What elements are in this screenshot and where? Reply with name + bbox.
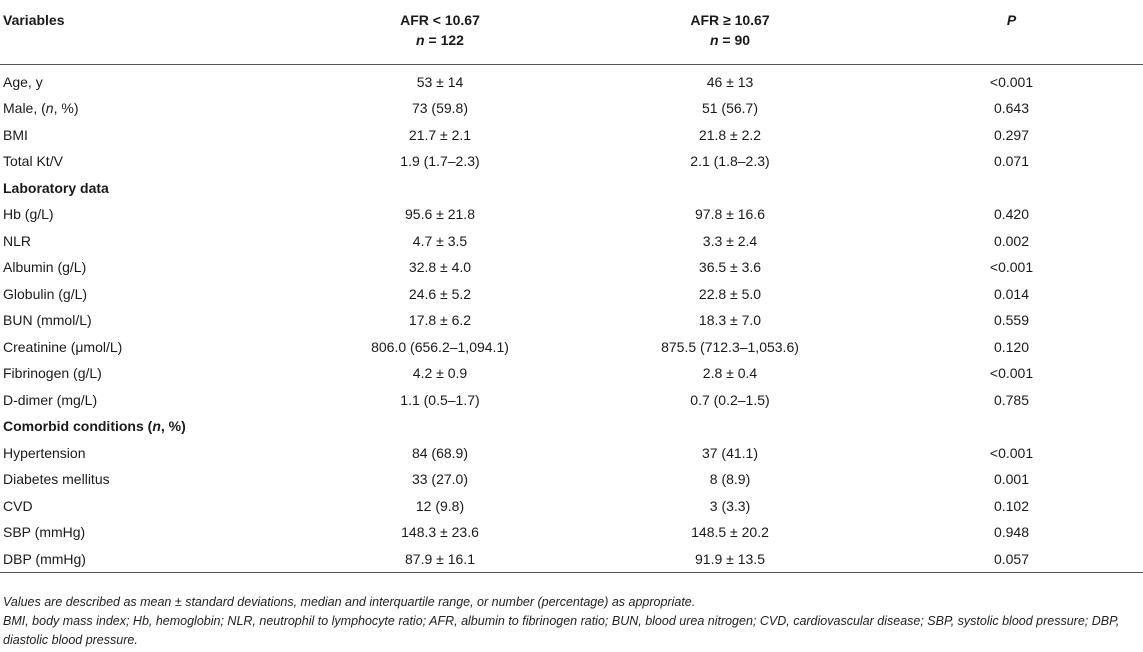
- cell-group-high: 37 (41.1): [701, 444, 759, 461]
- row-label: Diabetes mellitus: [3, 471, 110, 487]
- row-label: DBP (mmHg): [0, 546, 300, 573]
- cell-group-low: 1.9 (1.7–2.3): [400, 153, 480, 169]
- cell-group-low: 33 (27.0): [411, 471, 469, 487]
- n-value: = 90: [718, 32, 751, 48]
- cell-p-value: <0.001: [989, 259, 1034, 275]
- cell-group-high: 2.1 (1.8–2.3): [690, 153, 770, 169]
- cell-p-value: 0.948: [993, 524, 1030, 540]
- row-label: Fibrinogen (g/L): [3, 365, 102, 381]
- cell-p-value: 0.102: [993, 497, 1030, 514]
- row-label: [0, 95, 300, 122]
- row-label: SBP (mmHg): [3, 524, 86, 540]
- header-group-high-n: [581, 30, 879, 50]
- row-label-part: Male, (: [3, 100, 46, 116]
- table-row: [0, 466, 1143, 493]
- row-label-part: n: [45, 100, 54, 116]
- footnote-abbreviations: BMI, body mass index; Hb, hemoglobin; NLR, neutrophil to lymphocyte ratio; AFR, albumin to fibrinogen ratio; BUN, blood urea nitrogen; CVD, cardiovascular disease; SBP, systolic blood pressure; DBP, diastolic blood pressure.: [3, 614, 1120, 647]
- cell-group-high: 22.8 ± 5.0: [698, 285, 762, 302]
- footnote-values: Values are described as mean ± standard deviations, median and interquartile range, or number (percentage) as appropriate.: [3, 595, 696, 609]
- n-value: = 122: [424, 32, 464, 48]
- cell-p-value: 0.001: [993, 471, 1030, 487]
- cell-group-high: 2.8 ± 0.4: [702, 365, 758, 381]
- cell-group-high: 97.8 ± 16.6: [695, 206, 765, 222]
- n-label: n: [416, 32, 425, 48]
- row-label: Creatinine (μmol/L): [3, 338, 123, 355]
- section-header: Laboratory data: [3, 179, 109, 196]
- cell-group-high: 3.3 ± 2.4: [702, 232, 758, 249]
- table-row: [0, 360, 1143, 387]
- cell-p-value: 0.071: [993, 153, 1030, 169]
- cell-group-low: 21.7 ± 2.1: [408, 126, 472, 143]
- cell-group-low: 17.8 ± 6.2: [408, 312, 472, 328]
- cell-p-value: 0.002: [993, 232, 1030, 249]
- header-group-low-n: [301, 30, 579, 50]
- cell-group-low: 4.7 ± 3.5: [412, 232, 468, 249]
- header-variables: Variables: [0, 0, 300, 64]
- cell-group-low: 32.8 ± 4.0: [408, 259, 472, 275]
- cell-group-high: 8 (8.9): [709, 471, 751, 487]
- cell-group-low: 73 (59.8): [411, 100, 469, 116]
- header-group-low-label: AFR < 10.67: [400, 12, 480, 28]
- cell-group-high: 91.9 ± 13.5: [580, 546, 880, 573]
- n-label: n: [709, 32, 719, 48]
- table-row: [0, 387, 1143, 414]
- cell-group-low: 1.1 (0.5–1.7): [400, 391, 480, 408]
- row-label: BUN (mmol/L): [3, 312, 92, 328]
- cell-group-low: 806.0 (656.2–1,094.1): [371, 338, 509, 355]
- table-row: [0, 122, 1143, 149]
- cell-group-high: 18.3 ± 7.0: [698, 312, 762, 328]
- cell-group-high: 148.5 ± 20.2: [691, 524, 769, 540]
- row-label-part: , %): [53, 100, 79, 116]
- table-row: [0, 64, 1143, 95]
- cell-p-value: 0.420: [993, 206, 1030, 222]
- cell-group-high: 0.7 (0.2–1.5): [690, 391, 770, 408]
- cell-group-high: 875.5 (712.3–1,053.6): [661, 338, 799, 355]
- header-group-high: [580, 0, 880, 64]
- header-row: [0, 0, 1143, 64]
- cell-p-value: 0.014: [993, 285, 1030, 302]
- table-footnotes: [3, 593, 1138, 650]
- cell-p-value: 0.057: [880, 546, 1143, 573]
- section-header: [0, 413, 1143, 440]
- cell-group-low: 95.6 ± 21.8: [405, 206, 475, 222]
- section-header-row: [0, 413, 1143, 440]
- cell-group-low: 148.3 ± 23.6: [401, 524, 479, 540]
- table-row: [0, 148, 1143, 175]
- cell-p-value: 0.559: [993, 312, 1030, 328]
- cell-p-value: 0.297: [993, 126, 1030, 143]
- row-label: Hypertension: [3, 444, 86, 461]
- row-label: Hb (g/L): [3, 206, 54, 222]
- cell-p-value: 0.120: [993, 338, 1030, 355]
- header-group-high-label: AFR ≥ 10.67: [690, 12, 770, 28]
- table-row: [0, 228, 1143, 255]
- cell-group-low: 53 ± 14: [416, 73, 464, 90]
- table-row: [0, 546, 1143, 573]
- row-label: BMI: [3, 126, 28, 143]
- row-label: Age, y: [3, 73, 43, 90]
- row-label: Globulin (g/L): [3, 285, 88, 302]
- table-row: [0, 307, 1143, 334]
- cell-group-low: 84 (68.9): [411, 444, 469, 461]
- row-label: D-dimer (mg/L): [3, 391, 98, 408]
- cell-p-value: <0.001: [989, 73, 1034, 90]
- row-label-part: n: [152, 418, 161, 434]
- cell-p-value: 0.643: [993, 100, 1030, 116]
- table-row: [0, 95, 1143, 122]
- row-label: Total Kt/V: [3, 153, 63, 169]
- table-row: [0, 281, 1143, 308]
- row-label: CVD: [3, 497, 33, 514]
- cell-p-value: 0.785: [993, 391, 1030, 408]
- cell-group-low: 24.6 ± 5.2: [408, 285, 472, 302]
- cell-group-low: 87.9 ± 16.1: [300, 546, 580, 573]
- cell-group-low: 12 (9.8): [415, 497, 465, 514]
- row-label: Albumin (g/L): [3, 259, 87, 275]
- table-row: [0, 334, 1143, 361]
- cell-group-high: 46 ± 13: [706, 73, 754, 90]
- row-label: NLR: [3, 232, 32, 249]
- cell-group-high: 36.5 ± 3.6: [698, 259, 762, 275]
- header-group-low: [300, 0, 580, 64]
- cell-p-value: <0.001: [989, 365, 1034, 381]
- table-body: [0, 64, 1143, 573]
- cell-group-high: 51 (56.7): [701, 100, 759, 116]
- cell-p-value: <0.001: [989, 444, 1034, 461]
- table-row: [0, 254, 1143, 281]
- cell-group-low: 4.2 ± 0.9: [412, 365, 468, 381]
- table-row: [0, 519, 1143, 546]
- table-row: [0, 440, 1143, 467]
- cell-group-high: 21.8 ± 2.2: [698, 126, 762, 143]
- section-header-row: [0, 175, 1143, 202]
- row-label-part: Comorbid conditions (: [3, 418, 153, 434]
- cell-group-high: 3 (3.3): [709, 497, 751, 514]
- header-p-value: P: [880, 0, 1143, 64]
- table-row: [0, 201, 1143, 228]
- table-row: [0, 493, 1143, 520]
- row-label-part: , %): [160, 418, 186, 434]
